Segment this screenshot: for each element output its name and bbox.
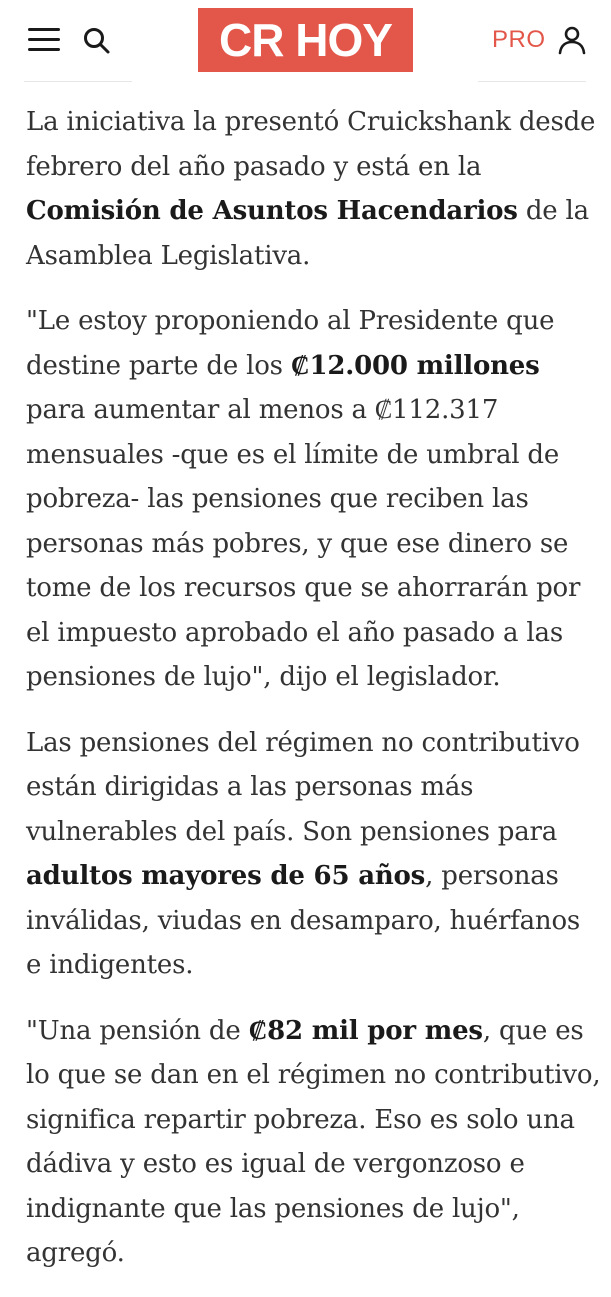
paragraph-text: , que es lo que se dan en el régimen no contributivo, significa repartir pobreza. Eso es solo una dádiva y esto es igual de vergonzoso e indignante que las pensiones de lujo", agregó. (26, 1015, 601, 1268)
paragraph-text: "Una pensión de (26, 1015, 249, 1046)
header-divider (24, 81, 132, 82)
user-icon[interactable] (557, 25, 587, 55)
paragraph-text: Las pensiones del régimen no contributivo están dirigidas a las personas más vulnerables del país. Son pensiones para (26, 727, 580, 847)
article-body (26, 100, 601, 1297)
article-paragraph (26, 100, 601, 278)
paragraph-text: , personas inválidas, viudas en desamparo, huérfanos e indigentes. (26, 861, 581, 980)
article-link[interactable]: Comisión de Asuntos Hacendarios (26, 196, 518, 226)
article-link[interactable]: ₡12.000 millones (290, 350, 540, 381)
article-paragraph (26, 299, 601, 700)
article-paragraph (26, 1009, 601, 1276)
article-link[interactable]: adultos mayores de 65 años (26, 861, 426, 891)
paragraph-text: para aumentar al menos a ₡112.317 mensuales -que es el límite de umbral de pobreza- las pensiones que reciben las personas más pobres, y que ese dinero se tome de los recursos que se ahorrarán por el impuesto aprobado el año pasado a las pensiones de lujo", dijo el legislador. (26, 395, 581, 692)
article-link[interactable]: ₡82 mil por mes (248, 1015, 483, 1046)
paragraph-text: "Le estoy proponiendo al Presidente que destine parte de los (26, 306, 555, 381)
site-logo[interactable]: CR HOY (198, 8, 413, 72)
article-paragraph (26, 721, 601, 988)
site-header (0, 0, 611, 82)
header-divider (478, 81, 586, 82)
paragraph-text: de la Asamblea Legislativa. (26, 196, 589, 271)
menu-icon[interactable] (28, 27, 60, 53)
pro-link[interactable]: PRO (492, 26, 546, 53)
search-icon[interactable] (82, 26, 112, 56)
paragraph-text: La iniciativa la presentó Cruickshank desde febrero del año pasado y está en la (26, 107, 596, 182)
